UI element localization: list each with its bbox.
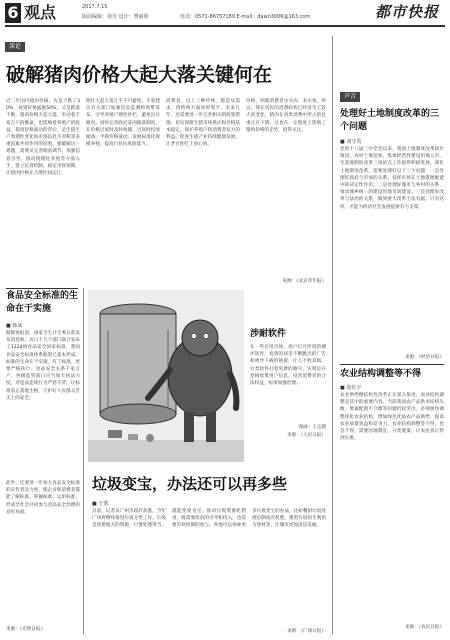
editor-line: 版面编辑：徐芳 设计：曹丽娟 <box>82 14 149 20</box>
right-body-1: 党的十八届三中全会以来，我国土地制度改革稳步推进，农村土地征收、集体经营性建设用地入市、宅基地制度改革三项试点工作取得积极进展。深化土地制度改革，需要处理好以下三个问题：一是处理好政府与市场的关系，发挥市场在土地资源配置中的决定性作用；二是处理好城市与乡村的关系，推动城乡统一的建设用地市场建设；三是处理好改革与法治的关系，做到重大改革于法有据。只有这样，才能为经济社会发展提供有力支撑。 <box>340 147 444 210</box>
food-body-2: 此外，还要进一步加大食品安全标准的宣传普及力度，使企业和消费者都能了解标准、掌握标准、运用标准，形成全社会共同参与食品安全治理的良好局面。 <box>6 481 80 515</box>
food-headline: 食品安全标准的生命在于实施 <box>6 291 79 314</box>
section-tag-deep: 深论 <box>5 42 25 52</box>
main-headline: 破解猪肉价格大起大落关键何在 <box>6 64 273 86</box>
article-col-4: 价格，则就消费者少买肉、多买鱼。所以，现在居民的消费结构已经发生了较大的变化，猪肉在肉类消费中所占的比重正在下降，这也在一定程度上影响了猪肉价格的走势，值得关注。 <box>246 99 326 133</box>
cartoon-title: 涉耐软件 <box>250 329 287 339</box>
garbage-body: 日前，记者从广州市政府获悉，今年广州将继续推进垃圾分类工作。垃圾是放错地方的资源，只要处理得当，就能变废为宝。推动垃圾资源化利用，既需要政府的引导和投入，也需要市场机制的参与。各地可以探索更多垃圾变宝的办法，比如餐厨垃圾处理后制成有机肥，建筑垃圾再生利用为建材等，让城市更加清洁美丽。 <box>92 509 326 529</box>
right-headline-2: 农业结构调整等不得 <box>340 369 422 379</box>
date: 2017.7.15 <box>82 4 108 10</box>
column-divider-right <box>332 36 333 634</box>
garbage-source: 来源：《广州日报》 <box>286 629 326 634</box>
food-byline: ■ 韩冰 <box>6 323 23 329</box>
right-source-1: 来源：《经济日报》 <box>404 355 444 360</box>
food-body: 据媒体报道，国家卫生计生委日前发布消息称，近日十几个部门联合发布了1224项食品安全国家标准，我国食品安全标准体系框架已基本形成。标准的生命在于实施，有了标准，更要严格执行。食品安全关系千家万户，各级监管部门应当加大执法力度，对违法违规行为严惩不贷，让标准真正落地生根，守护好人民群众舌尖上的安全。 <box>6 331 80 401</box>
section-tag-voice: 声音 <box>340 92 360 102</box>
right-mid-rule <box>340 364 444 365</box>
article-col-3: 消费者，以上三种传统，都是从需求、供给两方面同时着手。未来几年，还需要进一步完善相关的政策措施，切实保障生猪市场供应和价格基本稳定，保护养殖户和消费者双方的利益，促进生猪产业持续健康发展，让老百姓吃上放心肉。 <box>166 99 240 148</box>
right-byline-2: ■ 张红宇 <box>340 385 362 391</box>
food-top-rule <box>6 288 78 289</box>
cartoon-illustration <box>88 290 244 462</box>
right-source-2: 来源：《农民日报》 <box>404 625 444 630</box>
column-divider-left <box>83 288 84 634</box>
header-rule <box>5 25 445 27</box>
right-body-2: 农业供给侧结构性改革正在深入推进，农业结构调整是其中的重要内容。当前我国农产品供求结构失衡、要素配置不合理等问题仍较突出，必须加快调整优化农业结构，增加绿色优质农产品供给，提高农业质量效益和竞争力。农业结构调整等不得，也急不得，需要因地制宜、分类施策，让农民真正得到实惠。 <box>340 393 444 442</box>
cartoon-image <box>88 290 244 462</box>
garbage-byline: ■ 王蕾 <box>92 501 109 507</box>
cartoon-credit: 漫画：王志钢 <box>298 425 326 430</box>
article-col-2: 期往大起大落几乎不可避免。专家建议有关部门加强信息监测和预警发布，引导养殖户理性补栏，避免盲目跟风。同时完善政府冻肉储备制度，在价格过低时及时收储，过高时投放储备，平抑价格波动。发展标准化规模养殖，提高行业抗风险能力。 <box>86 99 160 148</box>
right-byline-1: ■ 刘守英 <box>340 139 362 145</box>
right-headline-1: 处理好土地制度改革的三个问题 <box>340 109 440 132</box>
cartoon-source: 来源：《人民日报》 <box>286 433 326 438</box>
article-col-1: 近三年国内猪肉价格，先是下跌了30%，再到价格猛涨50%，又是跌落不断。猪肉价格大起大落，牵动着千家万户的餐桌，也影响着养殖户的收益。猪肉价格波动的背后，是生猪生产周期性变化和市场信息不对称等多重因素共同作用的结果。要破解这一难题，需要从完善储备调节、加强信息引导、推动规模化养殖等方面入手，建立长效机制，稳定市场预期，让猪肉价格在合理区间运行。 <box>6 99 80 177</box>
page-number: 6 <box>5 3 21 23</box>
section-title: 观点 <box>24 3 57 22</box>
article-source: 来源：《北京青年报》 <box>282 279 326 284</box>
cartoon-text: 在一些应用市场，用户打开所谓的测评软件，看到的却是不断跳出的广告和诱导下载的链接，让人不胜其烦。这类软件打着免费的旗号，实则是在变相收集用户信息，侵害消费者的合法权益，亟须加强治理。 <box>250 345 326 387</box>
food-source: 来源：《光明日报》 <box>6 627 46 632</box>
contact-line: 电话：0571-86757189 E-mail：dawn3006@163.com <box>180 14 311 20</box>
garbage-headline: 垃圾变宝，办法还可以再多些 <box>92 475 288 493</box>
masthead-logo: 都市快报 <box>375 3 440 21</box>
